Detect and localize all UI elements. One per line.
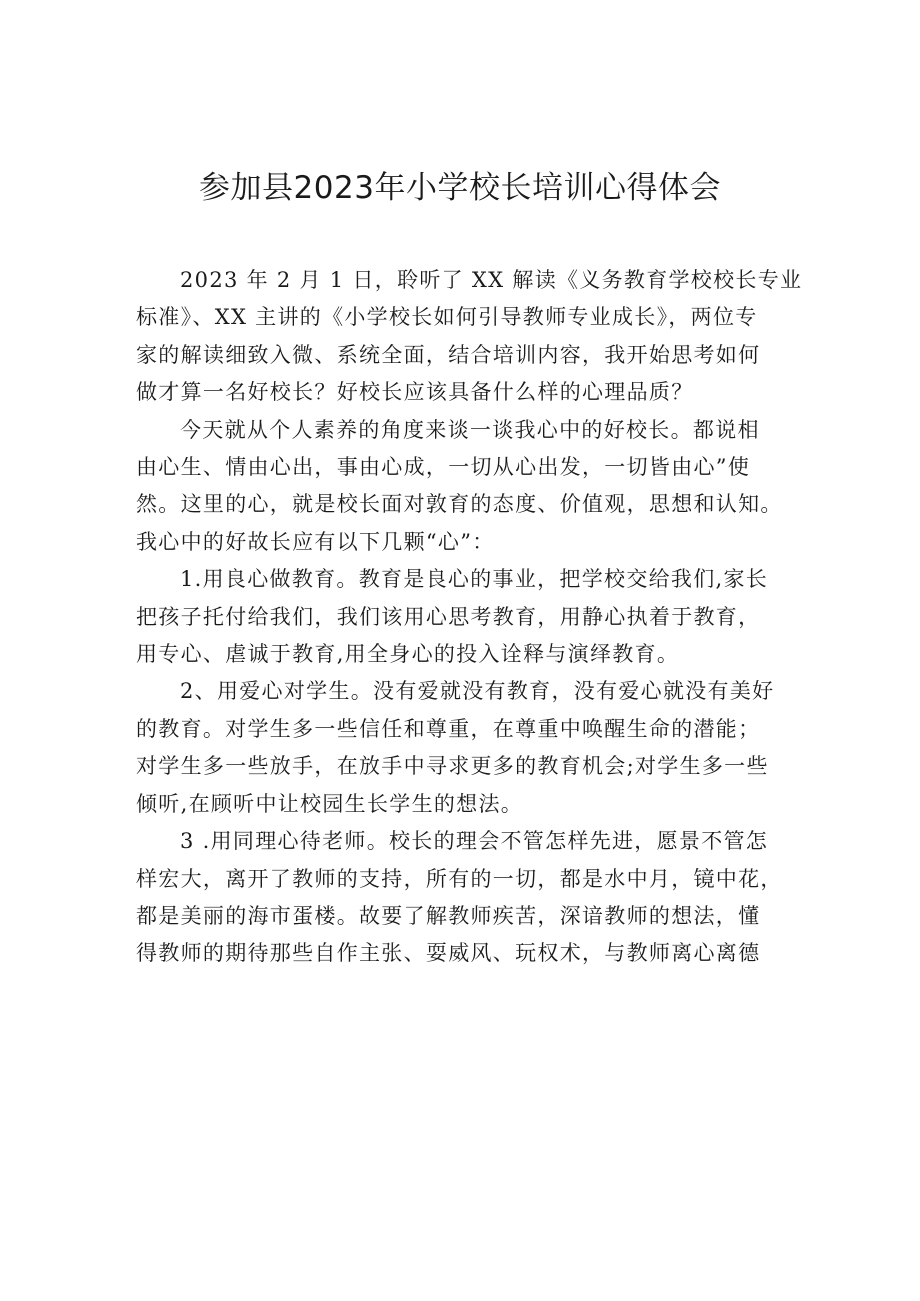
text-line: 得教师的期待那些自作主张、耍威风、玩权术，与教师离心离德 [136, 941, 761, 966]
paragraph-2 [136, 412, 796, 562]
text-line: 把孩子托付给我们，我们该用心思考教育，用静心执着于教育， [136, 604, 761, 629]
text-line: 用专心、虐诚于教育,用全身心的投入诠释与演绎教育。 [136, 642, 680, 667]
text-line: 然。这里的心，就是校长面对敦育的态度、价值观，思想和认知。 [136, 492, 783, 517]
text-line: 样宏大，离开了教师的支持，所有的一切，都是水中月，镜中花， [136, 866, 783, 891]
paragraph-5 [136, 823, 796, 973]
text-line: 2、用爱心对学生。没有爱就没有教育，没有爱心就没有美好 [180, 679, 775, 704]
text-line: 做才算一名好校长？好校长应该具备什么样的心理品质？ [136, 380, 694, 405]
text-line: 倾听,在顾听中让校园生长学生的想法。 [136, 791, 524, 816]
text-line: 由心生、情由心出，事由心成，一切从心出发，一切皆由心”使 [136, 455, 751, 480]
text-line: 今天就从个人素养的角度来谈一谈我心中的好校长。都说相 [180, 417, 760, 442]
document-title: 参加县2023年小学校长培训心得体会 [199, 170, 721, 206]
text-line: 1.用良心做教育。教育是良心的事业，把学校交给我们,家长 [180, 567, 769, 592]
text-line: 标准》、XX 主讲的《小学校长如何引导教师专业成长》，两位专 [136, 305, 758, 330]
text-line: 的教育。对学生多一些信任和尊重，在尊重中唤醒生命的潜能； [136, 716, 761, 741]
text-line: 我心中的好故长应有以下几颗“心”： [136, 529, 495, 554]
text-line: 都是美丽的海市蛋楼。故要了解教师疾苦，深谙教师的想法，懂 [136, 903, 761, 928]
text-line: 3 .用同理心待老师。校长的理会不管怎样先进，愿景不管怎 [180, 829, 769, 854]
paragraph-3 [136, 561, 796, 673]
document-body [136, 262, 803, 973]
paragraph-1 [136, 262, 803, 412]
text-line: 2023 年 2 月 1 日，聆听了 XX 解读《义务教育学校校长专业 [180, 268, 803, 292]
text-line: 家的解读细致入微、系统全面，结合培训内容，我开始思考如何 [136, 342, 761, 367]
text-line: 对学生多一些放手，在放手中寻求更多的教育机会;对学生多一些 [136, 754, 769, 779]
paragraph-4 [136, 673, 796, 823]
